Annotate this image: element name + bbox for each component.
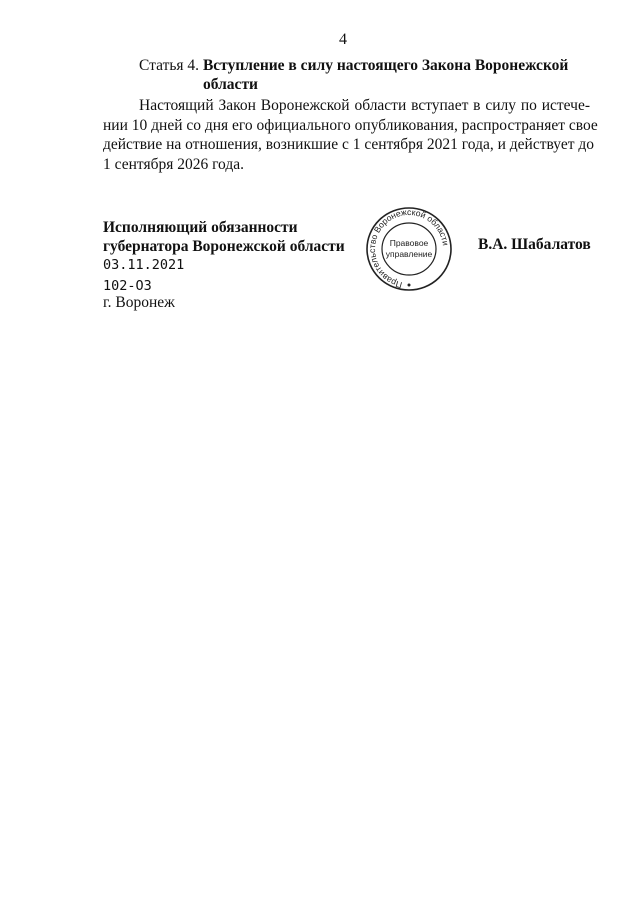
paragraph-line: 1 сентября 2026 года. (103, 155, 244, 173)
stamp-star (408, 284, 411, 287)
paragraph-line: действие на отношения, возникшие с 1 сентября 2021 года, и действует до (103, 136, 594, 153)
paragraph-line: нии 10 дней со дня его официального опубликования, распространяет свое (103, 116, 598, 134)
article-title-line2: области (203, 76, 258, 93)
stamp-inner-line1: Правовое (389, 238, 429, 248)
stamp-inner-line2: управление (385, 249, 433, 259)
official-stamp (356, 203, 462, 295)
signatory-title-line2: губернатора Воронежской области (103, 238, 345, 255)
signatory-title (103, 218, 345, 256)
article-title: Вступление в силу настоящего Закона Воронежской (202, 57, 569, 74)
article-body-paragraph (103, 96, 598, 174)
signatory-name: В.А. Шабалатов (478, 236, 591, 253)
document-date: 03.11.2021 (103, 257, 185, 273)
document-number: 102-ОЗ (103, 278, 152, 294)
page-number: 4 (339, 31, 347, 48)
stamp-outer-text: Правительство Воронежской области (366, 206, 451, 291)
paragraph-line: Настоящий Закон Воронежской области вступает в силу по истече- (139, 97, 590, 114)
document-city: г. Воронеж (103, 294, 175, 311)
article-heading (139, 56, 579, 94)
signatory-title-line1: Исполняющий обязанности (103, 219, 298, 236)
article-prefix: Статья 4. (139, 57, 200, 74)
